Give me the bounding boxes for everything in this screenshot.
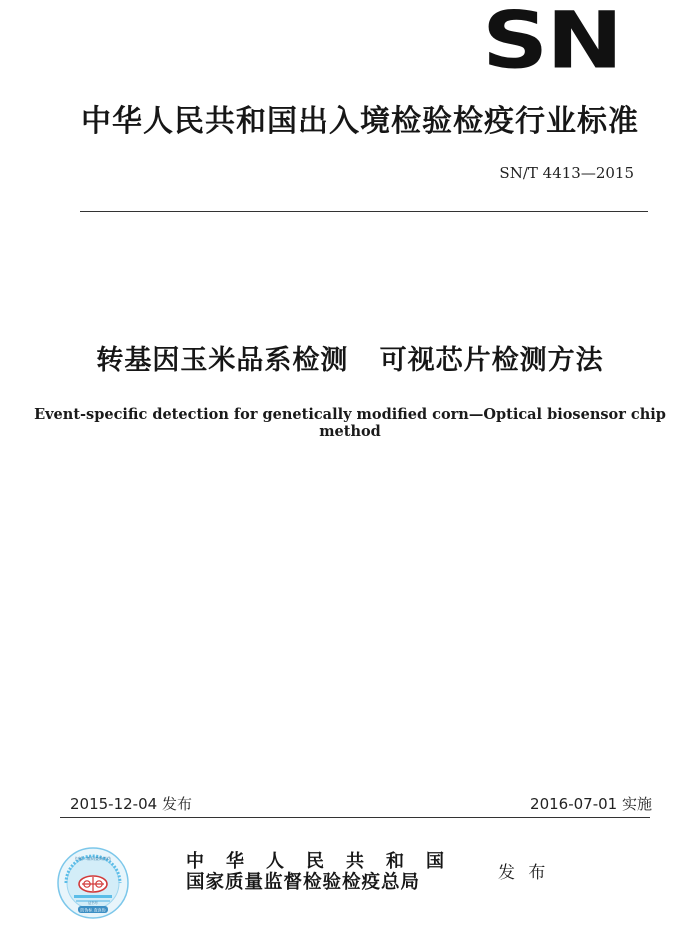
header-divider xyxy=(80,211,648,212)
standard-number: SN/T 4413—2015 xyxy=(499,164,634,182)
issuer-line-2: 国家质量监督检验检疫总局 xyxy=(186,872,421,893)
publish-label: 发 布 xyxy=(498,863,550,883)
english-title: Event-specific detection for genetically modified corn—Optical biosensor chip method xyxy=(34,406,666,440)
svg-text:防伪标 查真伪: 防伪标 查真伪 xyxy=(80,907,106,913)
chinese-title: 转基因玉米品系检测 可视芯片检测方法 xyxy=(96,345,604,376)
footer-divider xyxy=(60,817,650,818)
implementation-date: 2016-07-01 实施 xyxy=(530,795,652,813)
svg-text:证书号: 证书号 xyxy=(88,901,98,905)
industry-standard-title: 中华人民共和国出入境检验检疫行业标准 xyxy=(81,104,639,139)
anti-counterfeit-seal-icon xyxy=(56,846,130,920)
issue-date: 2015-12-04 发布 xyxy=(70,795,192,813)
issuer-line-1: 中华人民共和国 xyxy=(186,851,466,872)
svg-text:扫描二维码查询真伪: 扫描二维码查询真伪 xyxy=(75,856,111,861)
sn-logo: SN xyxy=(482,0,622,87)
